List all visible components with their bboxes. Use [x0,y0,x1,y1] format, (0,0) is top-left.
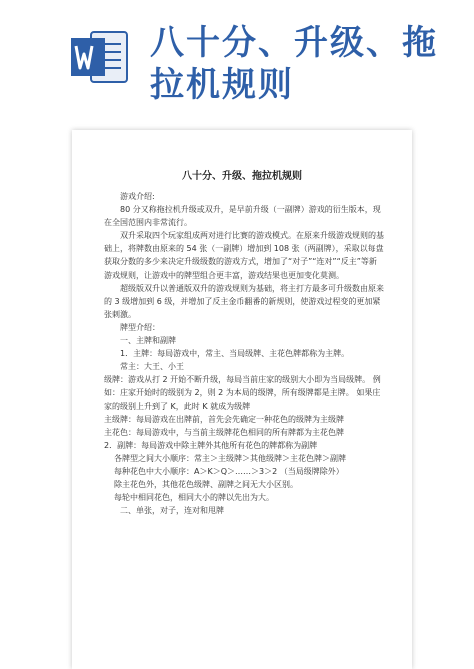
document-title: 八十分、升级、拖拉机规则 [182,171,302,182]
paragraph: 二、单张，对子，连对和甩牌 [120,506,224,516]
paragraph: 每轮中相同花色，相同大小的牌以先出为大。 [114,493,274,503]
paragraph: 主级牌：每局游戏在出牌前，首先会先确定一种花色的级牌为主级牌 [104,414,344,424]
paragraph: 一、主牌和副牌 [120,336,176,346]
document-page [72,130,412,669]
word-document-icon [69,28,131,86]
paragraph: 级牌：游戏从打 2 开始不断升级，每局当前庄家的级别大小即为当局级牌。 例如：庄家开始时的级别为 2，则 2 为本局的级牌，所有级牌都是主牌。 如果庄家的级别上升到了 K，此时 K 就成为级牌 [104,375,381,411]
paragraph: 主花色：每局游戏中，与当前主级牌花色相同的所有牌都为主花色牌 [104,427,344,437]
paragraph: 游戏介绍: [120,192,155,201]
paragraph: 每种花色中大小顺序：A＞K＞Q＞……＞3＞2 （当局级牌除外） [114,466,344,476]
header-banner [0,0,474,110]
paragraph: 常主：大王、小王 [120,362,184,372]
paragraph: 除主花色外，其他花色级牌、副牌之间无大小区别。 [114,480,298,490]
paragraph: 双升采取四个玩家组成两对进行比赛的游戏模式。在原来升级游戏规则的基础上，将牌数由原来的 54 张（一副牌）增加到 108 张（两副牌），采取以每盘获取分数的多少来决定升级级数的游戏方式，增加了“对子”“连对”“反主”等新游戏规则，让游戏中的牌型组合更丰富，游戏结果也更加变化莫测。 [104,231,384,280]
paragraph: 各牌型之间大小顺序：常主＞主级牌＞其他级牌＞主花色牌＞副牌 [114,453,346,463]
paragraph: 2．副牌：每局游戏中除主牌外其他所有花色的牌都称为副牌 [104,440,318,450]
paragraph: 1．主牌：每局游戏中，常主、当局级牌、主花色牌都称为主牌。 [120,349,350,359]
paragraph: 超级版双升以普通版双升的游戏规则为基础，将主打方最多可升级数由原来的 3 级增加到 6 级，并增加了反主金币翻番的新规则，使游戏过程变的更加紧张刺激。 [104,283,384,319]
header-title: 八十分、升级、拖拉机规则 [150,23,438,105]
document-body [104,190,384,517]
paragraph: 牌型介绍： [120,322,160,332]
paragraph: 80 分又称拖拉机升级或双升，是早前升级（一副牌）游戏的衍生版本，现在全国范围内非常流行。 [104,205,381,228]
